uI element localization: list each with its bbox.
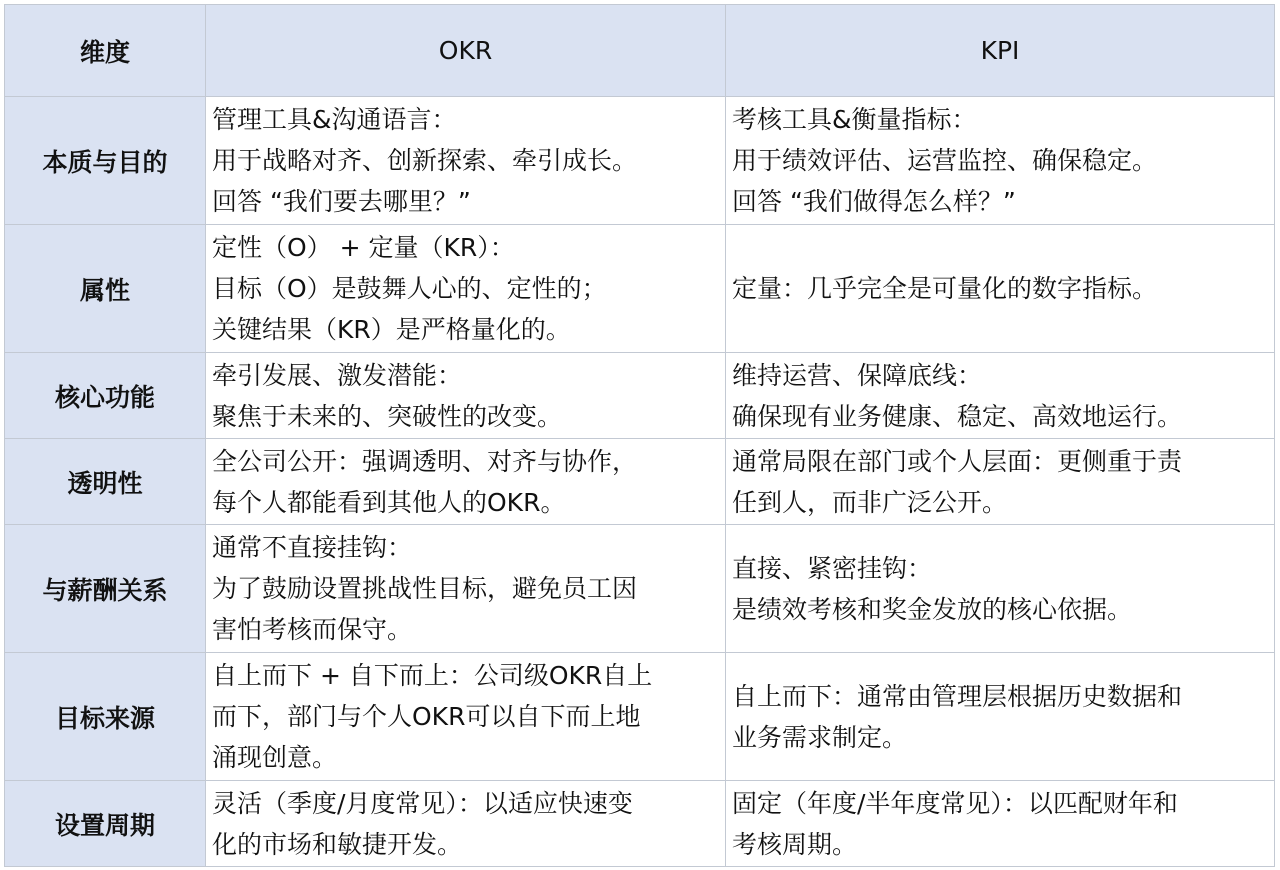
okr-cell-line: 全公司公开：强调透明、对齐与协作， — [212, 446, 638, 476]
okr-cell-line: 涌现创意。 — [212, 743, 338, 772]
header-okr: OKR — [206, 5, 726, 97]
okr-cell-line: 通常不直接挂钩： — [212, 533, 413, 562]
okr-cell — [206, 525, 726, 653]
kpi-cell-line: 通常局限在部门或个人层面：更侧重于责 — [732, 446, 1183, 476]
row-label: 与薪酬关系 — [5, 525, 206, 653]
okr-cell-line: 自上而下 + 自下而上：公司级OKR自上 — [212, 661, 653, 690]
table-row — [5, 525, 1275, 653]
table-row — [5, 653, 1275, 781]
kpi-cell-line: 业务需求制定。 — [732, 722, 908, 752]
row-label: 本质与目的 — [5, 97, 206, 225]
okr-cell — [206, 97, 726, 225]
okr-cell — [206, 225, 726, 353]
okr-cell-line: 用于战略对齐、创新探索、牵引成长。 — [212, 146, 638, 175]
kpi-cell-line: 是绩效考核和奖金发放的核心依据。 — [732, 594, 1133, 624]
kpi-cell — [726, 97, 1275, 225]
okr-cell-line: 关键结果（KR）是严格量化的。 — [212, 315, 571, 344]
okr-cell-line: 每个人都能看到其他人的OKR。 — [212, 487, 566, 517]
kpi-cell-line: 确保现有业务健康、稳定、高效地运行。 — [732, 401, 1183, 431]
kpi-cell-line: 直接、紧密挂钩： — [732, 553, 933, 583]
okr-cell-line: 为了鼓励设置挑战性目标，避免员工因 — [212, 574, 638, 603]
kpi-cell — [726, 525, 1275, 653]
okr-kpi-comparison-table — [4, 4, 1275, 867]
kpi-cell-line: 任到人，而非广泛公开。 — [732, 487, 1008, 517]
okr-cell-line: 化的市场和敏捷开发。 — [212, 829, 463, 859]
kpi-cell-line: 固定（年度/半年度常见）：以匹配财年和 — [732, 788, 1178, 818]
okr-cell — [206, 439, 726, 525]
table-row — [5, 353, 1275, 439]
okr-cell-line: 定性（O） + 定量（KR）： — [212, 233, 515, 262]
okr-cell-line: 回答 “我们要去哪里？” — [212, 187, 471, 216]
row-label: 属性 — [5, 225, 206, 353]
okr-cell — [206, 653, 726, 781]
table-row — [5, 781, 1275, 867]
row-label: 设置周期 — [5, 781, 206, 867]
header-kpi: KPI — [726, 5, 1275, 97]
row-label: 透明性 — [5, 439, 206, 525]
kpi-cell — [726, 781, 1275, 867]
okr-cell-line: 目标（O）是鼓舞人心的、定性的； — [212, 274, 607, 303]
table-row — [5, 439, 1275, 525]
table-row — [5, 225, 1275, 353]
header-dimension: 维度 — [5, 5, 206, 97]
kpi-cell-line: 考核工具&衡量指标： — [732, 105, 977, 134]
okr-cell — [206, 781, 726, 867]
kpi-cell-line: 用于绩效评估、运营监控、确保稳定。 — [732, 146, 1158, 175]
header-row — [5, 5, 1275, 97]
kpi-cell — [726, 353, 1275, 439]
okr-cell-line: 聚焦于未来的、突破性的改变。 — [212, 401, 563, 431]
kpi-cell — [726, 653, 1275, 781]
okr-cell-line: 管理工具&沟通语言： — [212, 105, 457, 134]
kpi-cell-line: 定量：几乎完全是可量化的数字指标。 — [732, 274, 1158, 303]
kpi-cell-line: 自上而下：通常由管理层根据历史数据和 — [732, 681, 1183, 711]
table-row — [5, 97, 1275, 225]
okr-cell-line: 害怕考核而保守。 — [212, 615, 413, 644]
row-label: 目标来源 — [5, 653, 206, 781]
kpi-cell — [726, 439, 1275, 525]
okr-cell-line: 而下，部门与个人OKR可以自下而上地 — [212, 702, 641, 731]
kpi-cell-line: 回答 “我们做得怎么样？” — [732, 187, 1016, 216]
okr-cell-line: 牵引发展、激发潜能： — [212, 360, 463, 390]
kpi-cell — [726, 225, 1275, 353]
row-label: 核心功能 — [5, 353, 206, 439]
kpi-cell-line: 维持运营、保障底线： — [732, 360, 983, 390]
okr-cell — [206, 353, 726, 439]
okr-cell-line: 灵活（季度/月度常见）：以适应快速变 — [212, 788, 633, 818]
kpi-cell-line: 考核周期。 — [732, 829, 858, 859]
